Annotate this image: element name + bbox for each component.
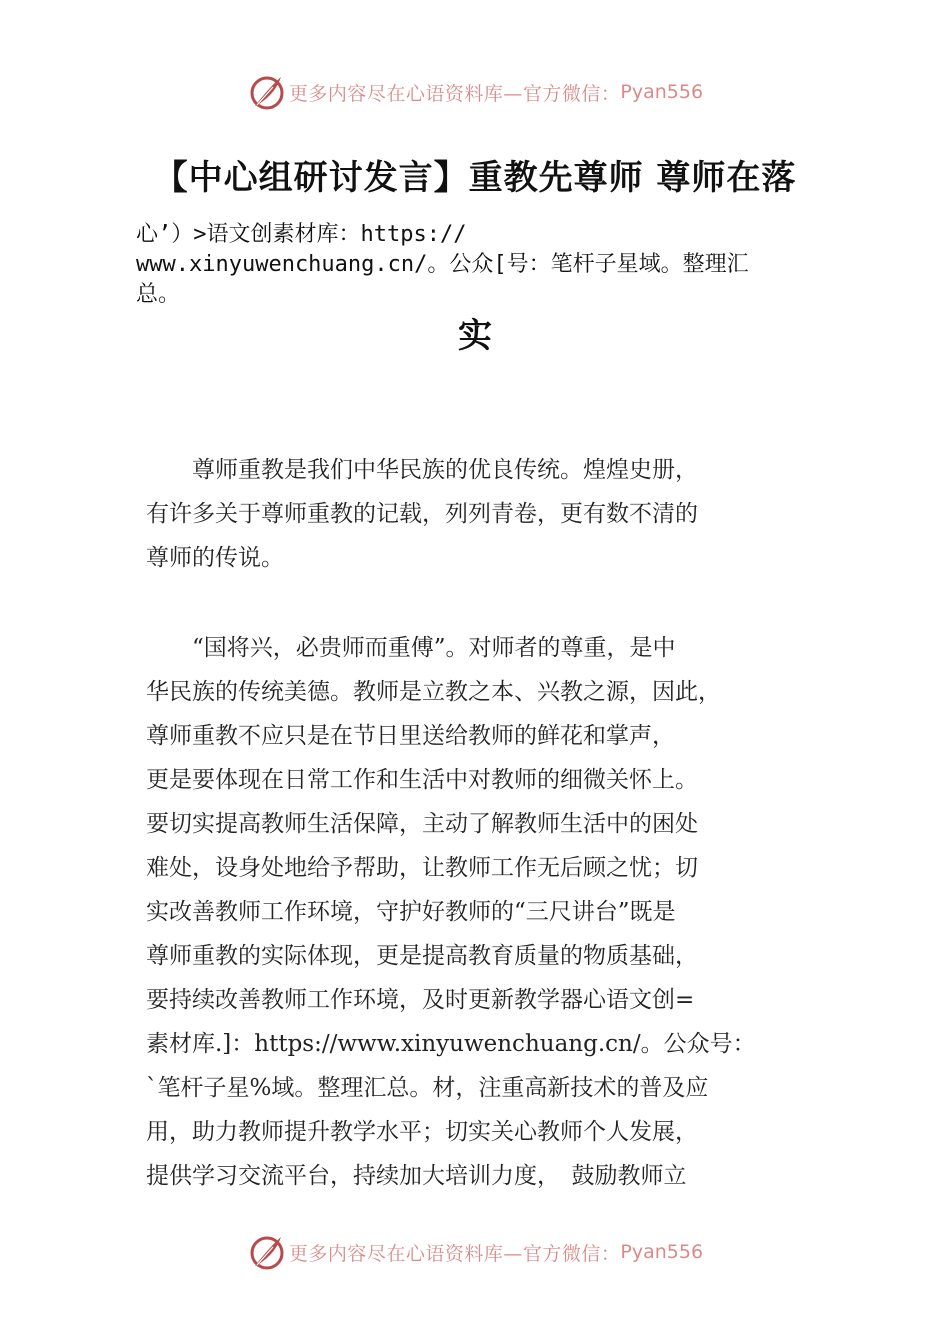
text-line: 更是要体现在日常工作和生活中对教师的细微关怀上。: [146, 767, 698, 793]
banner-text: 更多内容尽在心语资料库—官方微信：: [288, 82, 621, 105]
banner-text: 更多内容尽在心语资料库—官方微信：: [288, 1242, 621, 1265]
text-line: `笔杆子星%域。整理汇总。材，注重高新技术的普及应: [146, 1075, 709, 1101]
paragraph-2: [146, 626, 826, 1198]
text-line: 尊师重教的实际体现，更是提高教育质量的物质基础，: [146, 943, 698, 969]
text-line: 有许多关于尊师重教的记载，列列青卷，更有数不清的: [146, 501, 698, 527]
text-line: 要持续改善教师工作环境，及时更新教学器心语文创=: [146, 987, 695, 1013]
footer-watermark-banner: [0, 1230, 950, 1274]
text-line: 难处，设身处地给予帮助，让教师工作无后顾之忧；切: [146, 855, 698, 881]
banner-wechat-id: Pyan556: [620, 81, 704, 103]
banner-wechat-id: Pyan556: [620, 1241, 704, 1263]
text-line: 实改善教师工作环境，守护好教师的“三尺讲台”既是: [146, 899, 676, 925]
text-line: “国将兴，必贵师而重傅”。对师者的尊重，是中: [146, 635, 676, 661]
overlay-line: 总。: [136, 282, 181, 307]
inserted-source-text: [136, 220, 836, 310]
overlay-line: 心’）>语文创素材库：https://: [136, 222, 467, 247]
overlay-line: www.xinyuwenchuang.cn/。公众[号：笔杆子星域。整理汇: [136, 252, 749, 277]
document-title: 【中心组研讨发言】重教先尊师 尊师在落: [153, 158, 797, 198]
text-line: 华民族的传统美德。教师是立教之本、兴教之源，因此，: [146, 679, 721, 705]
quill-logo-icon: [247, 72, 287, 112]
quill-logo-icon: [247, 1232, 287, 1272]
text-line: 尊师的传说。: [146, 545, 284, 571]
text-line: 素材库.]：https://www.xinyuwenchuang.cn/。公众号：: [146, 1031, 756, 1057]
text-line: 尊师重教不应只是在节日里送给教师的鲜花和掌声，: [146, 723, 675, 749]
document-title-tail: 实: [458, 316, 492, 356]
text-line: 用，助力教师提升教学水平；切实关心教师个人发展，: [146, 1119, 698, 1145]
text-line: 尊师重教是我们中华民族的优良传统。煌煌史册，: [146, 457, 698, 483]
paragraph-1: [146, 448, 826, 580]
header-watermark-banner: [0, 70, 950, 114]
text-line: 要切实提高教师生活保障，主动了解教师生活中的困处: [146, 811, 698, 837]
text-line: 提供学习交流平台，持续加大培训力度， 鼓励教师立: [146, 1163, 687, 1189]
